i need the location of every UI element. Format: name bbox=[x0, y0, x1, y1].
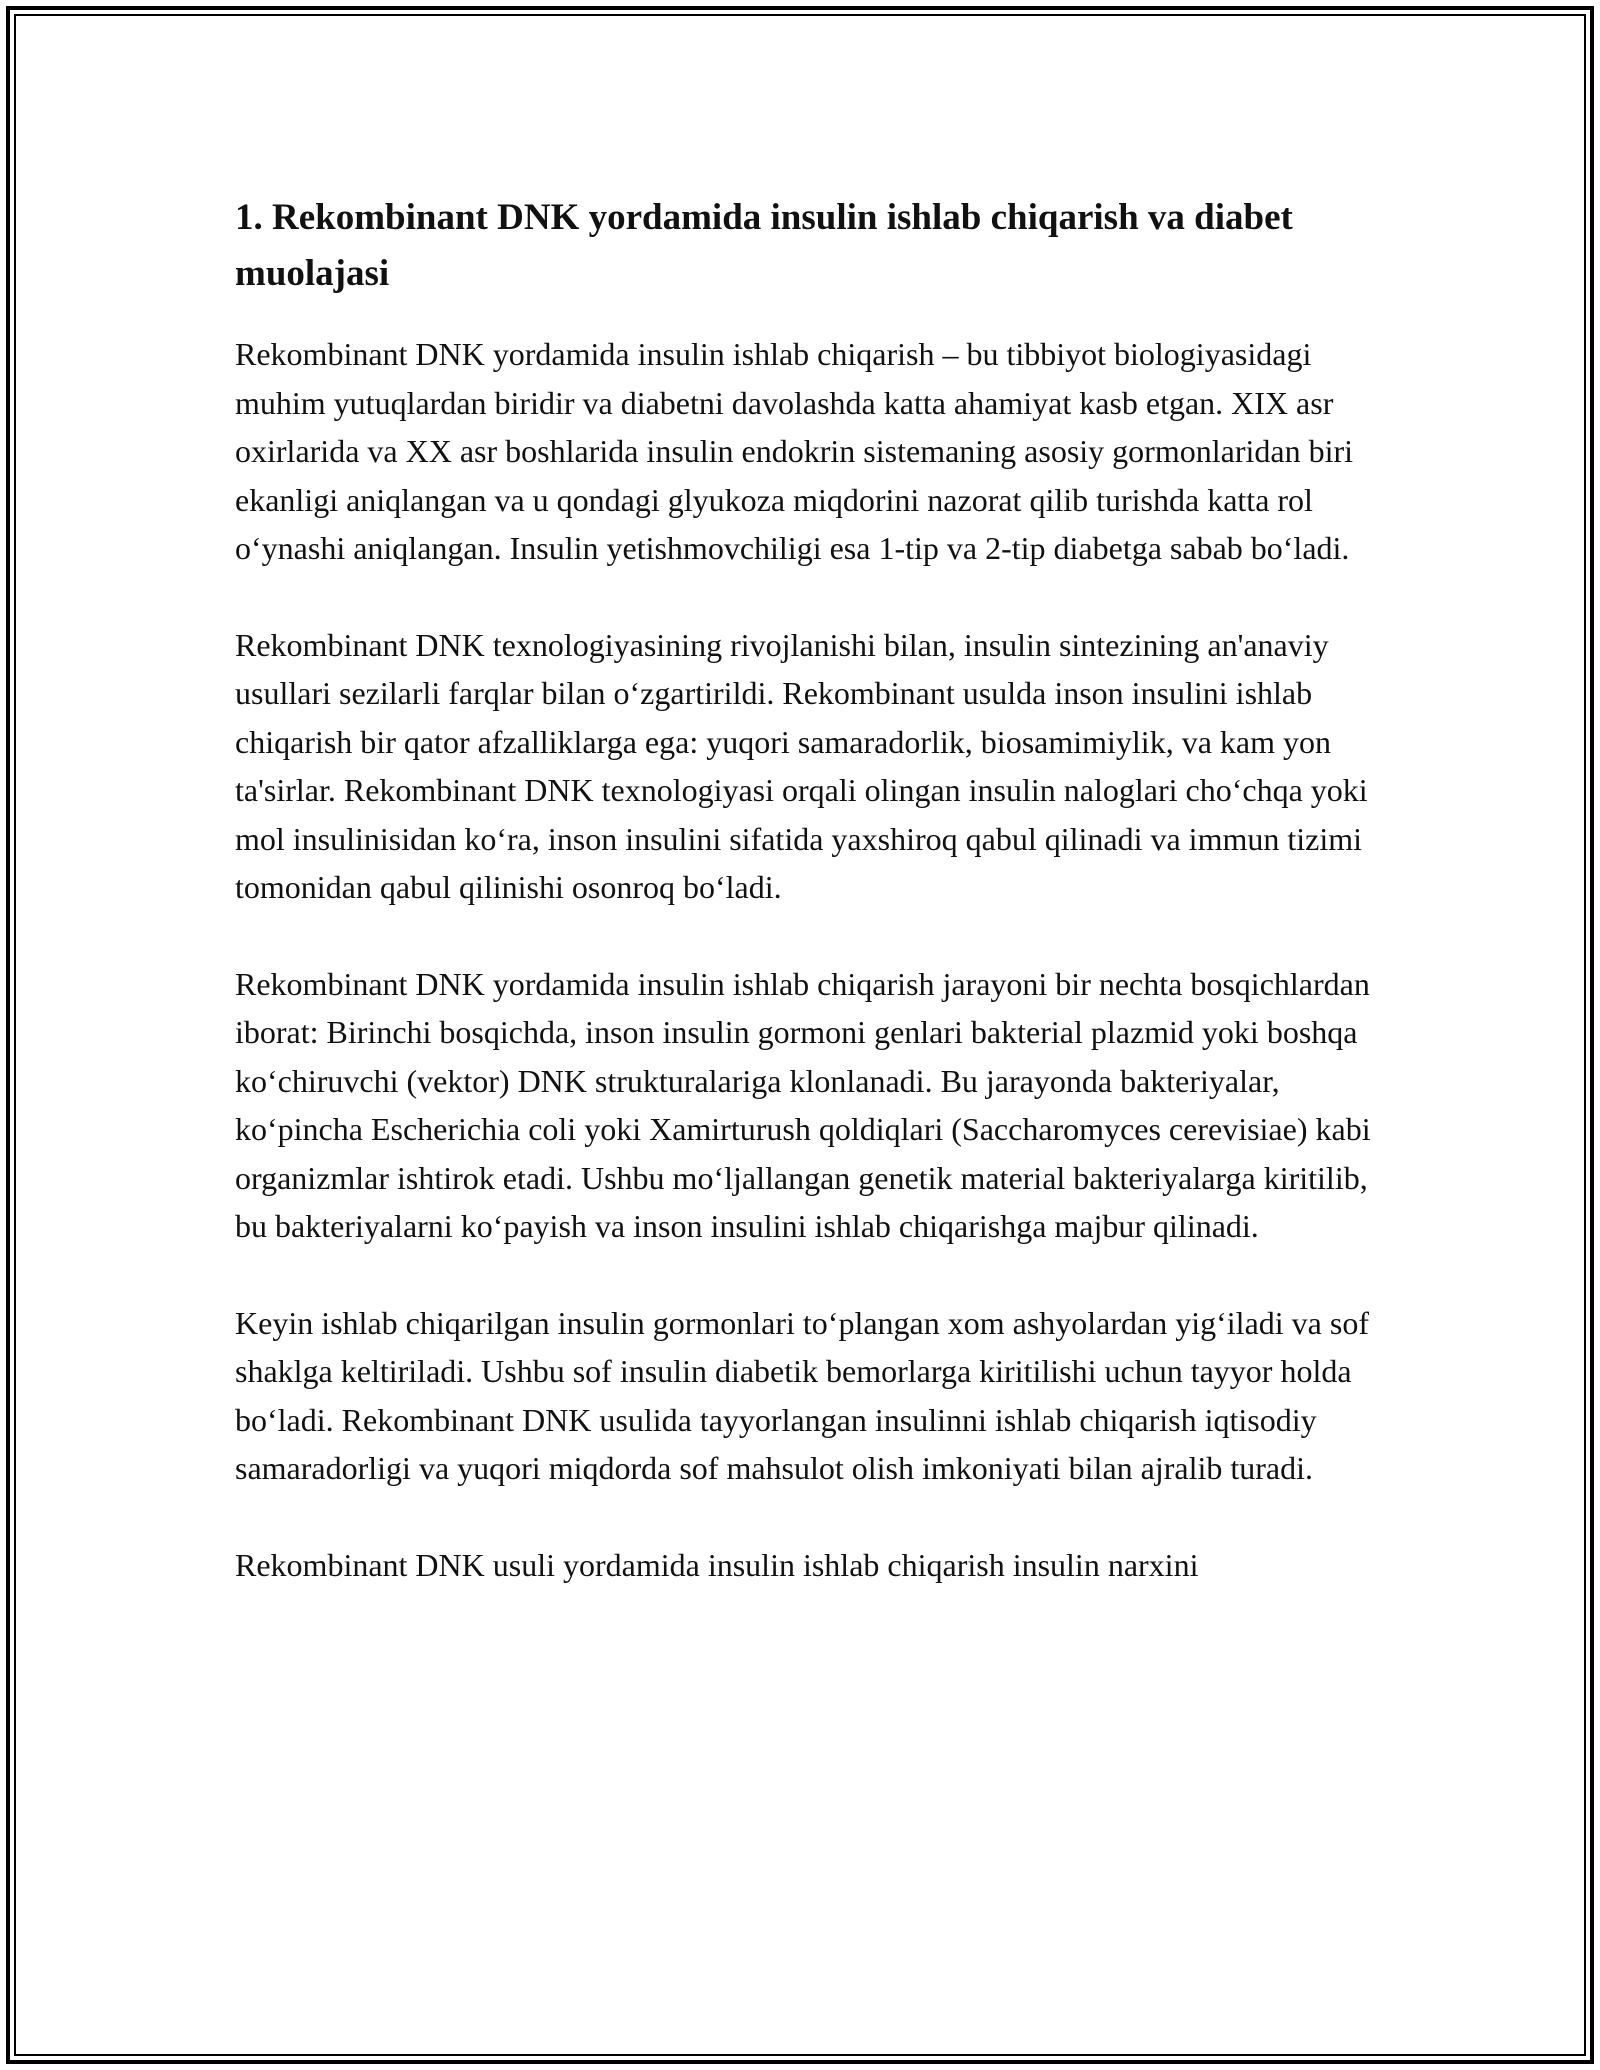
paragraph-5: Rekombinant DNK usuli yordamida insulin ishlab chiqarish insulin narxini bbox=[235, 1546, 1199, 1583]
paragraph-3: Rekombinant DNK yordamida insulin ishlab chiqarish jarayoni bir nechta bosqichlardan iborat: Birinchi bosqichda, inson insulin gormoni genlari bakterial plazmid yoki boshqa ko‘chiruvchi (vektor) DNK strukturalariga klonlanadi. Bu jarayonda bakteriyalar, ko‘pincha Escherichia coli yoki Xamirturush qoldiqlari (Saccharomyces cerevisiae) kabi organizmlar ishtirok etadi. Ushbu mo‘ljallangan genetik material bakteriyalarga kiritilib, bu bakteriyalarni ko‘payish va inson insulini ishlab chiqarishga majbur qilinadi. bbox=[235, 965, 1371, 1244]
paragraph-4: Keyin ishlab chiqarilgan insulin gormonlari to‘plangan xom ashyolardan yig‘iladi va sof shaklga keltiriladi. Ushbu sof insulin diabetik bemorlarga kiritilishi uchun tayyor holda bo‘ladi. Rekombinant DNK usulida tayyorlangan insulinni ishlab chiqarish iqtisodiy samaradorligi va yuqori miqdorda sof mahsulot olish imkoniyati bilan ajralib turadi. bbox=[235, 1304, 1369, 1486]
section-heading: 1. Rekombinant DNK yordamida insulin ishlab chiqarish va diabet muolajasi bbox=[235, 197, 1293, 294]
paragraph-2: Rekombinant DNK texnologiyasining rivojlanishi bilan, insulin sintezining an'anaviy usullari sezilarli farqlar bilan o‘zgartirildi. Rekombinant usulda inson insulini ishlab chiqarish bir qator afzalliklarga ega: yuqori samaradorlik, biosamimiylik, va kam yon ta'sirlar. Rekombinant DNK texnologiyasi orqali olingan insulin naloglari cho‘chqa yoki mol insulinisidan ko‘ra, inson insulini sifatida yaxshiroq qabul qilinadi va immun tizimi tomonidan qabul qilinishi osonroq bo‘ladi. bbox=[235, 626, 1368, 905]
paragraph-1: Rekombinant DNK yordamida insulin ishlab chiqarish – bu tibbiyot biologiyasidagi muhim yutuqlardan biridir va diabetni davolashda katta ahamiyat kasb etgan. XIX asr oxirlarida va XX asr boshlarida insulin endokrin sistemaning asosiy gormonlaridan biri ekanligi aniqlangan va u qondagi glyukoza miqdorini nazorat qilib turishda katta rol o‘ynashi aniqlangan. Insulin yetishmovchiligi esa 1-tip va 2-tip diabetga sabab bo‘ladi. bbox=[235, 336, 1353, 566]
document-body bbox=[235, 190, 1385, 1637]
